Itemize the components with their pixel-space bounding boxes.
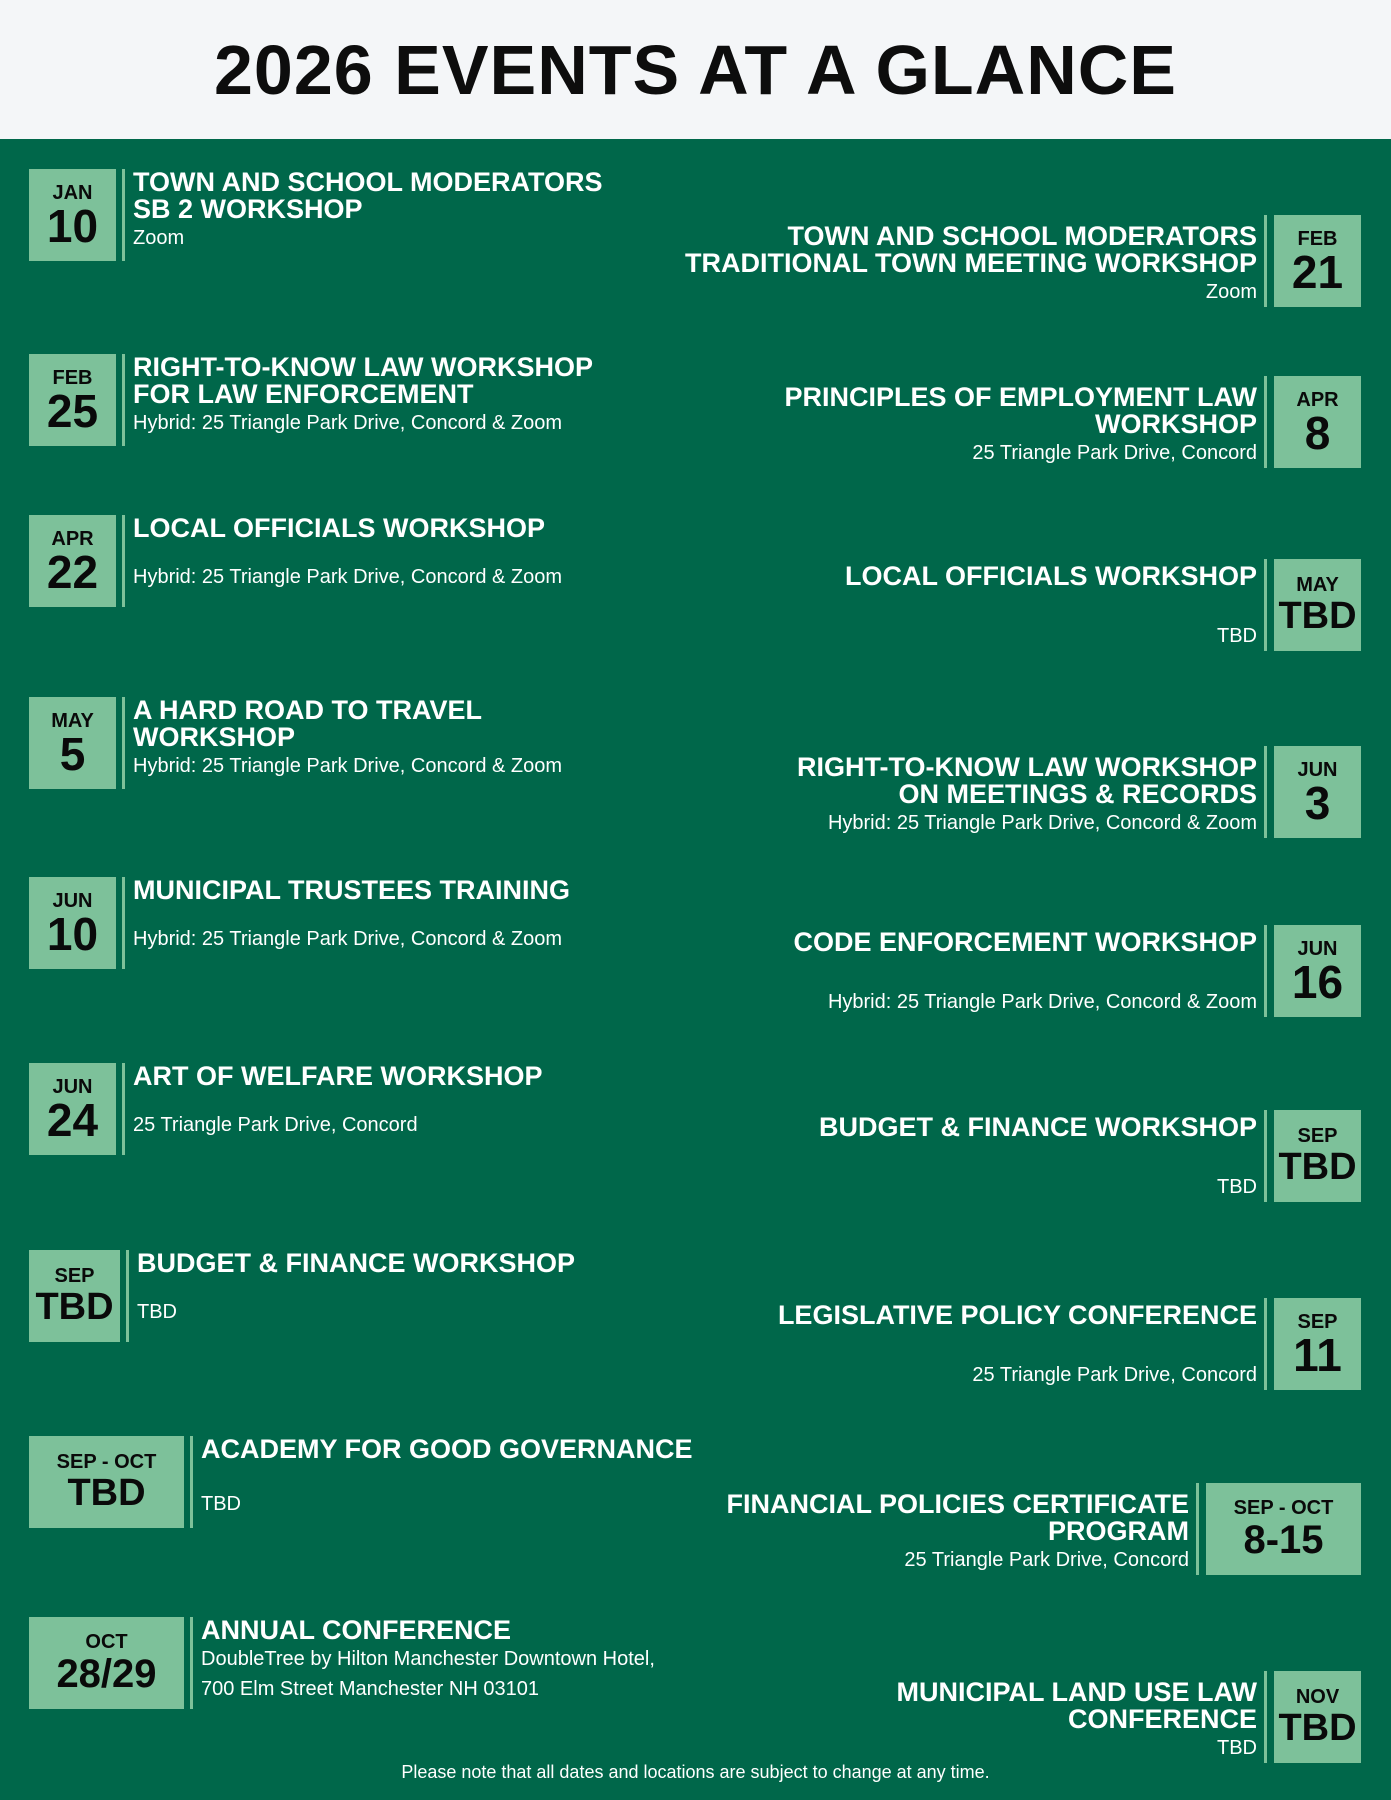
event-title: BUDGET & FINANCE WORKSHOP — [137, 1248, 575, 1278]
page-header — [0, 0, 1391, 139]
event-day: 24 — [46, 1094, 99, 1146]
event-title: RIGHT-TO-KNOW LAW WORKSHOP — [797, 752, 1257, 782]
divider — [190, 1436, 193, 1528]
date-box — [1274, 925, 1361, 1017]
event-month: SEP - OCT — [1233, 1497, 1334, 1519]
event-location: TBD — [137, 1301, 177, 1323]
event-info — [793, 925, 1257, 1017]
divider — [122, 169, 125, 261]
event-nov-tbd — [897, 1671, 1362, 1763]
event-info — [897, 1671, 1258, 1763]
divider — [190, 1617, 193, 1709]
event-sep-oct-8-15 — [726, 1483, 1361, 1575]
event-info — [133, 169, 603, 253]
date-box — [29, 1617, 184, 1709]
event-day: 28/29 — [56, 1652, 157, 1696]
event-jun-10 — [29, 877, 570, 969]
event-oct-28-29 — [29, 1617, 655, 1709]
event-title: CODE ENFORCEMENT WORKSHOP — [793, 927, 1257, 957]
event-info — [201, 1436, 693, 1519]
event-info — [137, 1250, 575, 1327]
event-month: MAY — [1296, 574, 1339, 596]
event-location: 25 Triangle Park Drive, Concord — [972, 442, 1257, 464]
event-location: DoubleTree by Hilton Manchester Downtown Hotel, — [201, 1648, 655, 1670]
event-info — [133, 877, 570, 954]
event-title: WORKSHOP — [1095, 409, 1257, 439]
event-location: Hybrid: 25 Triangle Park Drive, Concord & Zoom — [133, 566, 563, 588]
divider — [122, 1063, 125, 1155]
event-location: 25 Triangle Park Drive, Concord — [904, 1549, 1189, 1571]
event-may-5 — [29, 697, 562, 789]
divider — [1264, 1671, 1267, 1763]
event-day: 10 — [46, 908, 99, 960]
event-info — [201, 1617, 655, 1704]
event-title: WORKSHOP — [133, 722, 295, 752]
event-apr-8 — [784, 376, 1361, 468]
event-month: OCT — [85, 1631, 128, 1653]
event-title: FINANCIAL POLICIES CERTIFICATE — [726, 1489, 1189, 1519]
divider — [122, 697, 125, 789]
event-title: ANNUAL CONFERENCE — [201, 1615, 512, 1645]
event-title: ART OF WELFARE WORKSHOP — [133, 1061, 543, 1091]
event-day: 11 — [1293, 1329, 1342, 1381]
divider — [1264, 215, 1267, 307]
event-location: Zoom — [133, 227, 185, 249]
date-box — [1274, 376, 1361, 468]
event-info — [133, 697, 562, 781]
event-month: NOV — [1295, 1686, 1340, 1708]
event-title: SB 2 WORKSHOP — [133, 194, 363, 224]
event-info — [726, 1483, 1189, 1575]
event-info — [845, 559, 1257, 651]
event-location: 25 Triangle Park Drive, Concord — [972, 1364, 1257, 1386]
event-day: 8 — [1304, 407, 1331, 459]
divider — [1196, 1483, 1199, 1575]
divider — [1264, 746, 1267, 838]
date-box — [1206, 1483, 1361, 1575]
event-title: PRINCIPLES OF EMPLOYMENT LAW — [784, 382, 1257, 412]
event-title: LEGISLATIVE POLICY CONFERENCE — [777, 1300, 1257, 1330]
event-info — [784, 376, 1257, 468]
event-title: RIGHT-TO-KNOW LAW WORKSHOP — [133, 352, 593, 382]
event-title: PROGRAM — [1048, 1516, 1189, 1546]
event-jun-16 — [793, 925, 1361, 1017]
event-title: LOCAL OFFICIALS WORKSHOP — [133, 513, 545, 543]
event-jun-3 — [797, 746, 1361, 838]
event-sep-tbd-right — [819, 1110, 1361, 1202]
event-title: LOCAL OFFICIALS WORKSHOP — [845, 561, 1257, 591]
event-sep-11 — [778, 1298, 1361, 1390]
date-box — [29, 354, 116, 446]
event-title: TOWN AND SCHOOL MODERATORS — [787, 221, 1257, 251]
event-location: Hybrid: 25 Triangle Park Drive, Concord & Zoom — [133, 412, 563, 434]
divider — [1264, 1110, 1267, 1202]
divider — [1264, 376, 1267, 468]
event-jan-10 — [29, 169, 603, 261]
event-day: 22 — [46, 546, 99, 598]
divider — [1264, 925, 1267, 1017]
event-title: ON MEETINGS & RECORDS — [898, 779, 1257, 809]
event-location: 25 Triangle Park Drive, Concord — [133, 1114, 418, 1136]
event-day: 25 — [46, 385, 99, 437]
event-info — [133, 354, 593, 438]
event-day: 21 — [1291, 246, 1344, 298]
event-day: TBD — [1278, 1707, 1357, 1749]
event-info — [797, 746, 1257, 838]
event-location: TBD — [1217, 1737, 1257, 1759]
date-box — [1274, 1110, 1361, 1202]
event-title: ACADEMY FOR GOOD GOVERNANCE — [201, 1434, 693, 1464]
event-location: Hybrid: 25 Triangle Park Drive, Concord & Zoom — [827, 991, 1257, 1013]
event-day: 5 — [59, 728, 86, 780]
event-info — [133, 1063, 542, 1140]
event-may-tbd — [845, 559, 1361, 651]
event-month: JUN — [52, 1076, 93, 1098]
divider — [122, 877, 125, 969]
event-day: TBD — [1278, 595, 1357, 637]
event-feb-21 — [685, 215, 1361, 307]
date-box — [1274, 559, 1361, 651]
event-title: CONFERENCE — [1067, 1704, 1257, 1734]
date-box — [1274, 1671, 1361, 1763]
event-info — [819, 1110, 1257, 1202]
divider — [126, 1250, 129, 1342]
divider — [122, 354, 125, 446]
event-title: FOR LAW ENFORCEMENT — [133, 379, 474, 409]
date-box — [1274, 215, 1361, 307]
event-jun-24 — [29, 1063, 542, 1155]
event-day: TBD — [1278, 1146, 1357, 1188]
event-location: Hybrid: 25 Triangle Park Drive, Concord & Zoom — [133, 928, 563, 950]
event-title: TRADITIONAL TOWN MEETING WORKSHOP — [685, 248, 1257, 278]
event-month: JUN — [52, 890, 93, 912]
event-location-line2: 700 Elm Street Manchester NH 03101 — [201, 1678, 539, 1700]
date-box — [1274, 746, 1361, 838]
divider — [1264, 559, 1267, 651]
date-box — [29, 515, 116, 607]
event-location: TBD — [1217, 625, 1257, 647]
event-day: TBD — [67, 1472, 146, 1514]
event-title: A HARD ROAD TO TRAVEL — [133, 695, 482, 725]
event-sep-oct-tbd — [29, 1436, 693, 1528]
event-month: JUN — [1297, 938, 1338, 960]
event-location: Zoom — [1205, 281, 1257, 303]
event-info — [778, 1298, 1257, 1390]
event-location: TBD — [201, 1493, 241, 1515]
event-month: JAN — [52, 182, 93, 204]
event-day: 3 — [1304, 777, 1331, 829]
event-apr-22 — [29, 515, 562, 607]
event-month: JUN — [1297, 759, 1338, 781]
event-month: FEB — [1297, 228, 1338, 250]
event-month: SEP - OCT — [56, 1451, 157, 1473]
event-title: BUDGET & FINANCE WORKSHOP — [819, 1112, 1257, 1142]
event-month: SEP — [54, 1265, 95, 1287]
event-location: TBD — [1217, 1176, 1257, 1198]
date-box — [29, 1436, 184, 1528]
date-box — [29, 1063, 116, 1155]
event-feb-25 — [29, 354, 593, 446]
event-day: 10 — [46, 200, 99, 252]
event-location: Hybrid: 25 Triangle Park Drive, Concord & Zoom — [133, 755, 563, 777]
date-box — [29, 877, 116, 969]
event-info — [133, 515, 562, 592]
event-month: SEP — [1297, 1125, 1338, 1147]
event-month: APR — [51, 528, 94, 550]
date-box — [29, 1250, 120, 1342]
event-day: 8-15 — [1243, 1518, 1324, 1562]
date-box — [1274, 1298, 1361, 1390]
divider — [122, 515, 125, 607]
date-box — [29, 169, 116, 261]
event-title: TOWN AND SCHOOL MODERATORS — [133, 167, 603, 197]
event-info — [685, 215, 1257, 307]
date-box — [29, 697, 116, 789]
event-month: APR — [1296, 389, 1339, 411]
event-month: SEP — [1297, 1311, 1338, 1333]
event-location: Hybrid: 25 Triangle Park Drive, Concord & Zoom — [827, 812, 1257, 834]
event-day: TBD — [35, 1286, 114, 1328]
event-sep-tbd-left — [29, 1250, 575, 1342]
event-title: MUNICIPAL TRUSTEES TRAINING — [133, 875, 571, 905]
divider — [1264, 1298, 1267, 1390]
page-title: 2026 EVENTS AT A GLANCE — [213, 30, 1177, 109]
disclaimer-footnote: Please note that all dates and locations are subject to change at any time. — [401, 1762, 990, 1782]
event-day: 16 — [1291, 956, 1344, 1008]
event-month: MAY — [51, 710, 94, 732]
event-title: MUNICIPAL LAND USE LAW — [896, 1677, 1257, 1707]
event-month: FEB — [52, 367, 93, 389]
